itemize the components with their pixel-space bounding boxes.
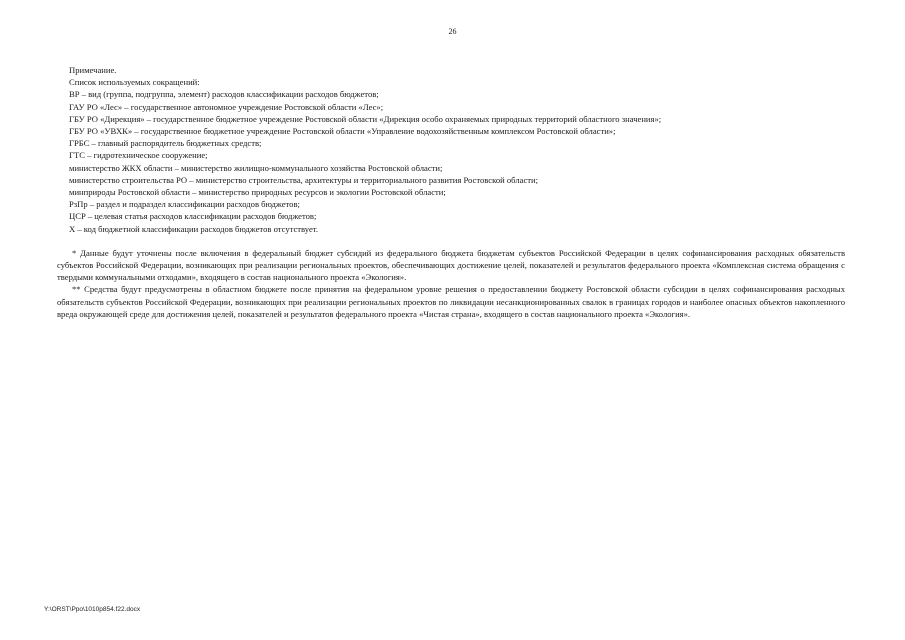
abbreviation-item: министерство строительства РО – министерство строительства, архитектуры и территориального развития Ростовской области;: [69, 174, 538, 185]
abbreviation-item: ГРБС – главный распорядитель бюджетных средств;: [69, 138, 262, 149]
note-title: Примечание.: [69, 65, 117, 75]
abbreviation-item: минприроды Ростовской области – министерство природных ресурсов и экологии Ростовской области;: [69, 187, 446, 198]
abbreviation-item: ГБУ РО «Дирекция» – государственное бюджетное учреждение Ростовской области «Дирекция особо охраняемых природных территорий областного значения»;: [69, 113, 662, 124]
abbreviation-item: ЦСР – целевая статья расходов классификации расходов бюджетов;: [69, 211, 317, 222]
footnote-double-asterisk: ** Средства будут предусмотрены в областном бюджете после принятия на федеральном уровне решения о предоставлении бюджету Ростовской области субсидии в целях софинансирования расходных обязательств субъектов Российской Федерации, возникающих при реализации региональных проектов по ликвидации несанкционированных свалок в границах городов и наиболее опасных объектов накопленного вреда окружающей среде для достижения целей, показателей и результатов федерального проекта «Чистая страна», входящего в состав национального проекта «Экология».: [57, 284, 845, 319]
abbreviation-item: РзПр – раздел и подраздел классификации расходов бюджетов;: [69, 199, 300, 210]
document-body: [57, 64, 845, 320]
spacer: [57, 235, 845, 247]
page-number: 26: [448, 27, 457, 36]
footnote-single-asterisk: * Данные будут уточнены после включения в федеральный бюджет субсидий из федерального бюджета бюджетам субъектов Российской Федерации в целях софинансирования расходных обязательств субъектов Российской Федерации, возникающих при реализации региональных проектов, обеспечивающих достижение целей, показателей и результатов федерального проекта «Комплексная система обращения с твердыми коммунальными отходами», входящего в состав национального проекта «Экология».: [57, 247, 845, 283]
abbreviation-item: ГТС – гидротехническое сооружение;: [69, 150, 208, 161]
abbreviation-item: ВР – вид (группа, подгруппа, элемент) расходов классификации расходов бюджетов;: [69, 89, 379, 100]
abbreviation-item: Х – код бюджетной классификации расходов бюджетов отсутствует.: [69, 223, 319, 234]
abbreviation-list: [57, 88, 845, 234]
abbreviation-item: министерство ЖКХ области – министерство жилищно-коммунального хозяйства Ростовской области;: [69, 162, 443, 173]
abbreviation-item: ГБУ РО «УВХК» – государственное бюджетное учреждение Ростовской области «Управление водохозяйственным комплексом Ростовской области»;: [69, 126, 616, 137]
file-path-footer: Y:\ORST\Ppo\1010p854.f22.docx: [44, 606, 141, 613]
abbreviation-list-heading: Список используемых сокращений:: [69, 77, 200, 88]
abbreviation-item: ГАУ РО «Лес» – государственное автономное учреждение Ростовской области «Лес»;: [69, 101, 384, 112]
